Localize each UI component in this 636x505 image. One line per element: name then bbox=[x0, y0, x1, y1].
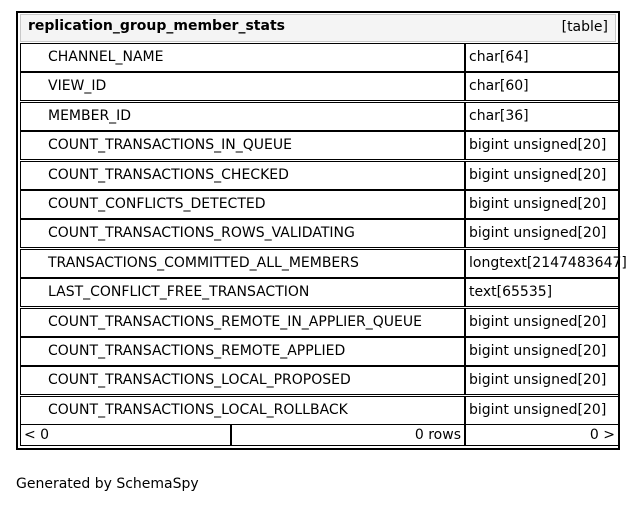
column-type: bigint unsigned[20] bbox=[469, 137, 607, 153]
column-row bbox=[20, 396, 616, 425]
column-name: COUNT_TRANSACTIONS_CHECKED bbox=[48, 167, 289, 183]
column-name: VIEW_ID bbox=[48, 78, 107, 94]
row-count: 0 rows bbox=[414, 427, 461, 443]
table-kind-label: [table] bbox=[561, 19, 608, 35]
table-header bbox=[20, 14, 616, 42]
column-type: longtext[2147483647] bbox=[469, 255, 627, 271]
column-row bbox=[20, 337, 616, 366]
column-name: COUNT_TRANSACTIONS_ROWS_VALIDATING bbox=[48, 225, 355, 241]
column-type-cell bbox=[465, 131, 620, 160]
table-footer bbox=[20, 424, 616, 446]
column-type-cell bbox=[465, 366, 620, 395]
column-type: bigint unsigned[20] bbox=[469, 196, 607, 212]
column-type: char[36] bbox=[469, 108, 529, 124]
column-type-cell bbox=[465, 43, 620, 72]
column-row bbox=[20, 366, 616, 395]
column-name-cell bbox=[20, 219, 465, 248]
column-name: COUNT_CONFLICTS_DETECTED bbox=[48, 196, 266, 212]
column-type-cell bbox=[465, 190, 620, 219]
column-name-cell bbox=[20, 72, 465, 101]
column-type-cell bbox=[465, 337, 620, 366]
column-name-cell bbox=[20, 308, 465, 337]
column-type-cell bbox=[465, 249, 627, 278]
column-type: bigint unsigned[20] bbox=[469, 225, 607, 241]
column-row bbox=[20, 190, 616, 219]
column-name: COUNT_TRANSACTIONS_REMOTE_IN_APPLIER_QUEUE bbox=[48, 314, 422, 330]
column-name: TRANSACTIONS_COMMITTED_ALL_MEMBERS bbox=[48, 255, 359, 271]
column-name-cell bbox=[20, 102, 465, 131]
column-name-cell bbox=[20, 278, 465, 307]
column-name: COUNT_TRANSACTIONS_LOCAL_ROLLBACK bbox=[48, 402, 348, 418]
column-name-cell bbox=[20, 43, 465, 72]
column-type: bigint unsigned[20] bbox=[469, 372, 607, 388]
column-row bbox=[20, 43, 616, 72]
column-row bbox=[20, 249, 627, 278]
parents-count: < 0 bbox=[24, 427, 50, 443]
column-name-cell bbox=[20, 366, 465, 395]
column-type-cell bbox=[465, 161, 620, 190]
column-type: char[60] bbox=[469, 78, 529, 94]
column-row bbox=[20, 131, 616, 160]
column-name-cell bbox=[20, 337, 465, 366]
table-entity bbox=[16, 11, 627, 450]
column-name: MEMBER_ID bbox=[48, 108, 132, 124]
column-type-cell bbox=[465, 102, 620, 131]
column-type: text[65535] bbox=[469, 284, 553, 300]
column-name: CHANNEL_NAME bbox=[48, 49, 164, 65]
children-count: 0 > bbox=[589, 427, 615, 443]
column-name: COUNT_TRANSACTIONS_REMOTE_APPLIED bbox=[48, 343, 346, 359]
column-type-cell bbox=[465, 396, 620, 425]
column-type: bigint unsigned[20] bbox=[469, 314, 607, 330]
column-name: COUNT_TRANSACTIONS_IN_QUEUE bbox=[48, 137, 292, 153]
column-name-cell bbox=[20, 161, 465, 190]
column-type-cell bbox=[465, 308, 620, 337]
column-name: LAST_CONFLICT_FREE_TRANSACTION bbox=[48, 284, 310, 300]
column-type: bigint unsigned[20] bbox=[469, 402, 607, 418]
column-row bbox=[20, 278, 616, 307]
column-type: char[64] bbox=[469, 49, 529, 65]
column-type-cell bbox=[465, 72, 620, 101]
column-type: bigint unsigned[20] bbox=[469, 343, 607, 359]
column-type-cell bbox=[465, 278, 620, 307]
column-row bbox=[20, 72, 616, 101]
column-type: bigint unsigned[20] bbox=[469, 167, 607, 183]
column-type-cell bbox=[465, 219, 620, 248]
column-row bbox=[20, 161, 616, 190]
parents-count-cell bbox=[20, 424, 231, 446]
generated-by-label: Generated by SchemaSpy bbox=[16, 476, 199, 492]
column-row bbox=[20, 219, 616, 248]
children-count-cell bbox=[465, 424, 620, 446]
column-name: COUNT_TRANSACTIONS_LOCAL_PROPOSED bbox=[48, 372, 351, 388]
column-row bbox=[20, 102, 616, 131]
table-name: replication_group_member_stats bbox=[28, 18, 285, 34]
row-count-cell bbox=[231, 424, 465, 446]
column-name-cell bbox=[20, 396, 465, 425]
column-name-cell bbox=[20, 131, 465, 160]
column-name-cell bbox=[20, 249, 465, 278]
column-name-cell bbox=[20, 190, 465, 219]
column-row bbox=[20, 308, 616, 337]
